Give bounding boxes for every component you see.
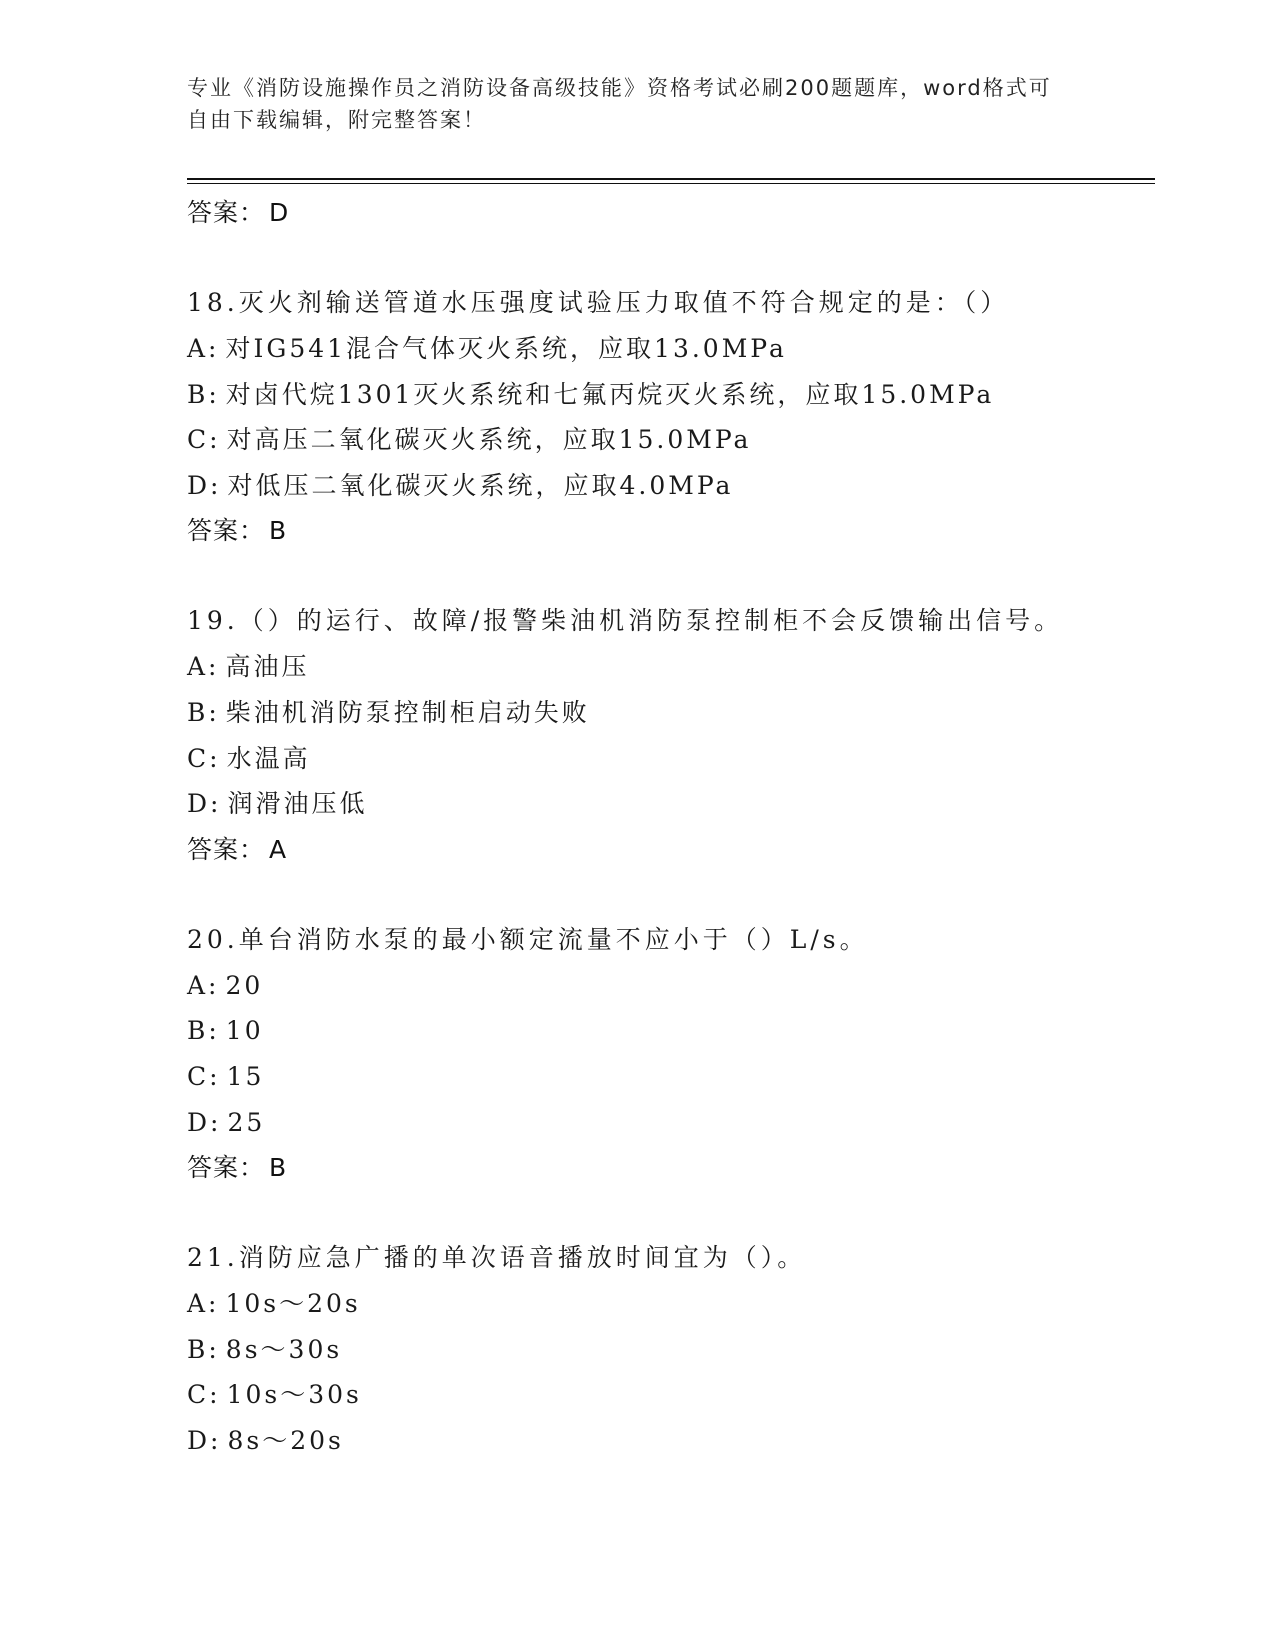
option-b <box>187 1327 1155 1373</box>
answer-value: A <box>269 834 288 864</box>
answer-line <box>187 827 1155 873</box>
answer-prefix: 答案： <box>187 1153 266 1183</box>
option-text: 10s～30s <box>226 1380 362 1410</box>
header-divider-thick <box>187 178 1155 180</box>
option-text: 15 <box>226 1061 265 1091</box>
option-label: C: <box>187 1061 221 1091</box>
document-header: 专业《消防设施操作员之消防设备高级技能》资格考试必刷200题题库，word格式可自由下载编辑，附完整答案！ <box>187 76 1052 132</box>
question-block <box>187 1235 1155 1463</box>
option-c <box>187 417 1155 463</box>
option-label: B: <box>187 697 220 727</box>
option-text: 对高压二氧化碳灭火系统，应取15.0MPa <box>226 425 752 455</box>
option-text: 8s～30s <box>225 1334 343 1364</box>
answer-value: B <box>269 516 288 546</box>
option-text: 润滑油压低 <box>227 789 368 819</box>
option-label: D: <box>187 1425 222 1455</box>
option-label: A: <box>187 334 220 363</box>
answer-value: D <box>269 198 290 227</box>
option-d <box>187 1418 1155 1464</box>
question-text: 19.（）的运行、故障/报警柴油机消防泵控制柜不会反馈输出信号。 <box>187 606 1064 636</box>
option-d <box>187 1100 1155 1146</box>
answer-line <box>187 1145 1155 1191</box>
answer-prefix: 答案： <box>187 516 266 546</box>
option-label: D: <box>187 1107 222 1137</box>
option-d <box>187 463 1155 509</box>
option-c <box>187 736 1155 782</box>
option-label: C: <box>187 743 221 773</box>
option-c <box>187 1372 1155 1418</box>
question-block <box>187 280 1155 554</box>
option-text: 柴油机消防泵控制柜启动失败 <box>225 697 590 727</box>
option-label: B: <box>187 1016 220 1046</box>
option-text: 对卤代烷1301灭火系统和七氟丙烷灭火系统，应取15.0MPa <box>225 379 995 409</box>
option-a <box>187 963 1155 1009</box>
question-text: 18.灭火剂输送管道水压强度试验压力取值不符合规定的是：（） <box>187 288 1010 317</box>
option-c <box>187 1054 1155 1100</box>
option-text: 对IG541混合气体灭火系统，应取13.0MPa <box>225 334 787 363</box>
answer-prefix: 答案： <box>187 834 266 864</box>
option-label: A: <box>187 1289 220 1319</box>
option-label: A: <box>187 970 220 1000</box>
option-label: B: <box>187 1334 220 1364</box>
question-list <box>187 190 1155 1464</box>
option-text: 10 <box>225 1016 264 1046</box>
option-b <box>187 372 1155 418</box>
option-a <box>187 326 1155 372</box>
option-label: C: <box>187 425 221 455</box>
option-text: 对低压二氧化碳灭火系统，应取4.0MPa <box>227 470 734 500</box>
answer-line <box>187 508 1155 554</box>
option-text: 20 <box>225 970 264 1000</box>
option-label: A: <box>187 652 220 682</box>
option-a <box>187 1281 1155 1327</box>
option-label: C: <box>187 1380 221 1410</box>
option-a <box>187 644 1155 690</box>
option-text: 10s～20s <box>225 1289 361 1319</box>
question-text: 21.消防应急广播的单次语音播放时间宜为（）。 <box>187 1243 807 1273</box>
question-text: 20.单台消防水泵的最小额定流量不应小于（）L/s。 <box>187 924 869 954</box>
option-label: B: <box>187 379 220 409</box>
answer-prefix: 答案： <box>187 198 266 227</box>
question-block <box>187 917 1155 1191</box>
answer-value: B <box>269 1153 288 1183</box>
header-divider-thin <box>187 183 1155 184</box>
option-text: 25 <box>227 1107 266 1137</box>
question-block <box>187 598 1155 872</box>
option-label: D: <box>187 789 222 819</box>
option-text: 水温高 <box>226 743 311 773</box>
option-b <box>187 690 1155 736</box>
option-d <box>187 781 1155 827</box>
answer-line <box>187 190 1155 236</box>
option-text: 高油压 <box>225 652 310 682</box>
option-text: 8s～20s <box>227 1425 344 1455</box>
option-b <box>187 1008 1155 1054</box>
option-label: D: <box>187 470 222 500</box>
